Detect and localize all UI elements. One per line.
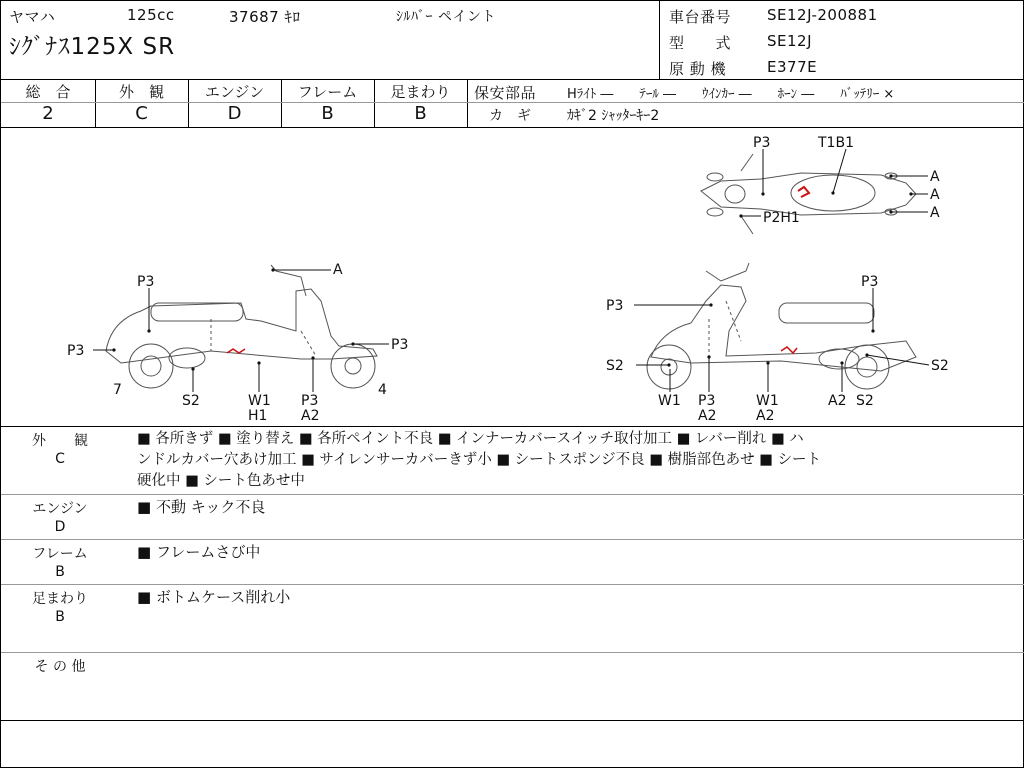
label-right-p3-bot: P3 <box>698 393 716 409</box>
label-top-t1b1: T1B1 <box>818 135 854 151</box>
detail-other-label: そ の 他 <box>34 659 86 675</box>
detail-frame-label: フレーム <box>32 546 88 562</box>
label-left-4: 4 <box>378 382 387 398</box>
damage-diagram <box>1 128 1024 425</box>
label-right-w1-b: W1 <box>756 393 779 409</box>
label-left-p3-front: P3 <box>67 343 85 359</box>
frame-grade-label: フレーム <box>297 83 358 101</box>
key-label: カ ギ <box>489 108 531 124</box>
detail-engine-grade: D <box>54 519 66 535</box>
model-name: ｼｸﾞﾅｽ125X SR <box>9 34 176 60</box>
total-grade: 2 <box>42 103 54 124</box>
label-left-p3-right: P3 <box>391 337 409 353</box>
suspension-grade: B <box>414 103 427 124</box>
label-left-p3-top: P3 <box>137 274 155 290</box>
type-value: SE12J <box>767 32 813 50</box>
suspension-grade-label: 足まわり <box>390 83 451 101</box>
label-top-p2h1: P2H1 <box>763 210 800 226</box>
engine-grade-label: エンジン <box>204 83 265 101</box>
label-right-a2-c: A2 <box>828 393 847 409</box>
right-damage-mark <box>781 347 797 353</box>
label-left-7: 7 <box>113 382 122 398</box>
label-right-w1-a: W1 <box>658 393 681 409</box>
label-right-s2-c: S2 <box>856 393 874 409</box>
detail-exterior-line2: ンドルカバー穴あけ加工 ■ サイレンサーカバーきず小 ■ シートスポンジ不良 ■ 樹脂部色あせ ■ シート <box>137 452 821 468</box>
detail-suspension-grade: B <box>55 609 65 625</box>
paint: ｼﾙﾊﾞｰ ペイント <box>396 9 496 25</box>
label-top-a1: A <box>930 169 940 185</box>
detail-engine-text: ■ 不動 キック不良 <box>137 498 266 516</box>
label-right-a2-b: A2 <box>756 408 775 424</box>
frame-no-label: 車台番号 <box>669 8 732 26</box>
detail-suspension-label: 足まわり <box>32 591 88 607</box>
detail-exterior-line1: ■ 各所きず ■ 塗り替え ■ 各所ペイント不良 ■ インナーカバースイッチ取付加工 ■ レバー削れ ■ ハ <box>137 431 804 447</box>
key-value: ｶｷﾞ2 ｼｬｯﾀｰｷｰ2 <box>567 108 660 124</box>
detail-suspension-text: ■ ボトムケース削れ小 <box>137 588 291 606</box>
label-right-p3-top: P3 <box>861 274 879 290</box>
header-divider <box>659 1 660 79</box>
engine-model-label: 原 動 機 <box>669 60 727 78</box>
total-grade-label: 総 合 <box>25 83 71 101</box>
detail-exterior-label: 外 観 <box>32 433 88 449</box>
label-left-w1: W1 <box>248 393 271 409</box>
label-left-a2: A2 <box>301 408 320 424</box>
detail-frame-grade: B <box>55 564 65 580</box>
label-right-a2-a: A2 <box>698 408 717 424</box>
detail-exterior-line3: 硬化中 ■ シート色あせ中 <box>137 473 305 489</box>
type-label: 型 式 <box>669 34 732 52</box>
engine-model: E377E <box>767 58 818 76</box>
frame-grade: B <box>321 103 334 124</box>
detail-engine-label: エンジン <box>32 501 88 517</box>
label-left-p3-bot: P3 <box>301 393 319 409</box>
displacement: 125cc <box>127 6 175 24</box>
detail-exterior-grade: C <box>55 451 65 467</box>
label-top-a3: A <box>930 205 940 221</box>
label-top-p3: P3 <box>753 135 771 151</box>
safety-items: Hﾗｲﾄ ― ﾃｰﾙ ― ｳｲﾝｶｰ ― ﾎｰﾝ ― ﾊﾞｯﾃﾘｰ × <box>567 87 895 102</box>
maker: ヤマハ <box>9 8 56 26</box>
label-top-a2: A <box>930 187 940 203</box>
top-damage-mark <box>798 187 809 197</box>
label-left-s2: S2 <box>182 393 200 409</box>
exterior-grade-label: 外 観 <box>118 83 164 101</box>
engine-grade: D <box>227 103 242 124</box>
label-right-s2-left: S2 <box>606 358 624 374</box>
detail-frame-text: ■ フレームさび中 <box>137 543 261 561</box>
exterior-grade: C <box>135 103 148 124</box>
frame-no: SE12J-200881 <box>767 6 878 24</box>
label-right-p3-left: P3 <box>606 298 624 314</box>
safety-label: 保安部品 <box>474 84 537 102</box>
label-left-h1: H1 <box>248 408 268 424</box>
label-left-a: A <box>333 262 343 278</box>
mileage: 37687 ｷﾛ <box>229 8 301 26</box>
label-right-s2-right: S2 <box>931 358 949 374</box>
